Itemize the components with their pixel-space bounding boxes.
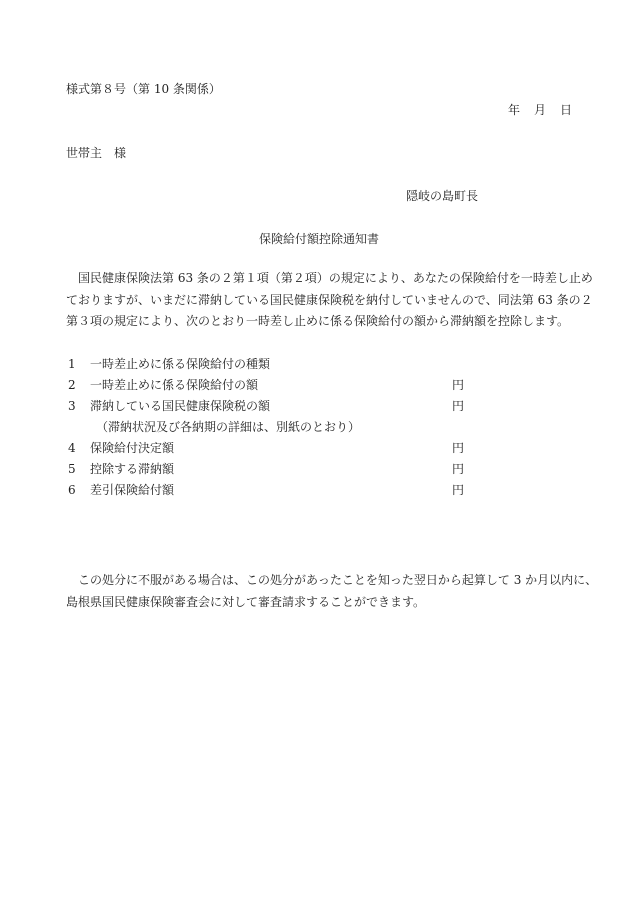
item-number: 3 bbox=[68, 399, 76, 413]
item-number: 1 bbox=[68, 357, 76, 371]
date-month-label: 月 bbox=[534, 103, 547, 117]
list-item bbox=[66, 462, 486, 483]
date-line bbox=[508, 103, 572, 117]
item-number: 5 bbox=[68, 462, 76, 476]
appeal-notice bbox=[66, 570, 598, 613]
document-title: 保険給付額控除通知書 bbox=[259, 232, 380, 246]
items-list bbox=[66, 357, 486, 504]
item-unit: 円 bbox=[452, 441, 465, 455]
list-item bbox=[66, 441, 486, 462]
issuer: 隠岐の島町長 bbox=[406, 189, 479, 203]
intro-line: 国民健康保険法第 63 条の２第１項（第２項）の規定により、あなたの保険給付を一時差し止め bbox=[78, 271, 593, 285]
list-item bbox=[66, 483, 486, 504]
list-item bbox=[66, 357, 486, 378]
item-label: 差引保険給付額 bbox=[90, 483, 175, 497]
intro-line: ておりますが、いまだに滞納している国民健康保険税を納付していませんので、同法第 63 条の２ bbox=[66, 292, 593, 307]
list-item bbox=[66, 399, 486, 420]
item-note: （滞納状況及び各納期の詳細は、別紙のとおり） bbox=[96, 420, 361, 434]
appeal-line: この処分に不服がある場合は、この処分があったことを知った翌日から起算して 3 か月以内に、 bbox=[78, 573, 598, 587]
list-item bbox=[66, 378, 486, 399]
list-item-note bbox=[66, 420, 486, 441]
recipient: 世帯主 様 bbox=[66, 146, 127, 160]
form-number: 様式第８号（第 10 条関係） bbox=[66, 82, 221, 96]
appeal-line: 島根県国民健康保険審査会に対して審査請求することができます。 bbox=[66, 594, 426, 609]
item-label: 保険給付決定額 bbox=[90, 441, 175, 455]
item-unit: 円 bbox=[452, 399, 465, 413]
item-unit: 円 bbox=[452, 462, 465, 476]
date-year-label: 年 bbox=[508, 103, 521, 117]
item-label: 滞納している国民健康保険税の額 bbox=[90, 399, 271, 413]
item-label: 一時差止めに係る保険給付の額 bbox=[90, 378, 259, 392]
intro-line: 第３項の規定により、次のとおり一時差し止めに係る保険給付の額から滞納額を控除します。 bbox=[66, 314, 570, 328]
item-label: 控除する滞納額 bbox=[90, 462, 175, 476]
item-number: 6 bbox=[68, 483, 76, 497]
item-unit: 円 bbox=[452, 378, 465, 392]
item-label: 一時差止めに係る保険給付の種類 bbox=[90, 357, 271, 371]
item-number: 2 bbox=[68, 378, 76, 392]
item-number: 4 bbox=[68, 441, 76, 455]
date-day-label: 日 bbox=[560, 103, 573, 117]
item-unit: 円 bbox=[452, 483, 465, 497]
intro-paragraph bbox=[66, 268, 593, 333]
